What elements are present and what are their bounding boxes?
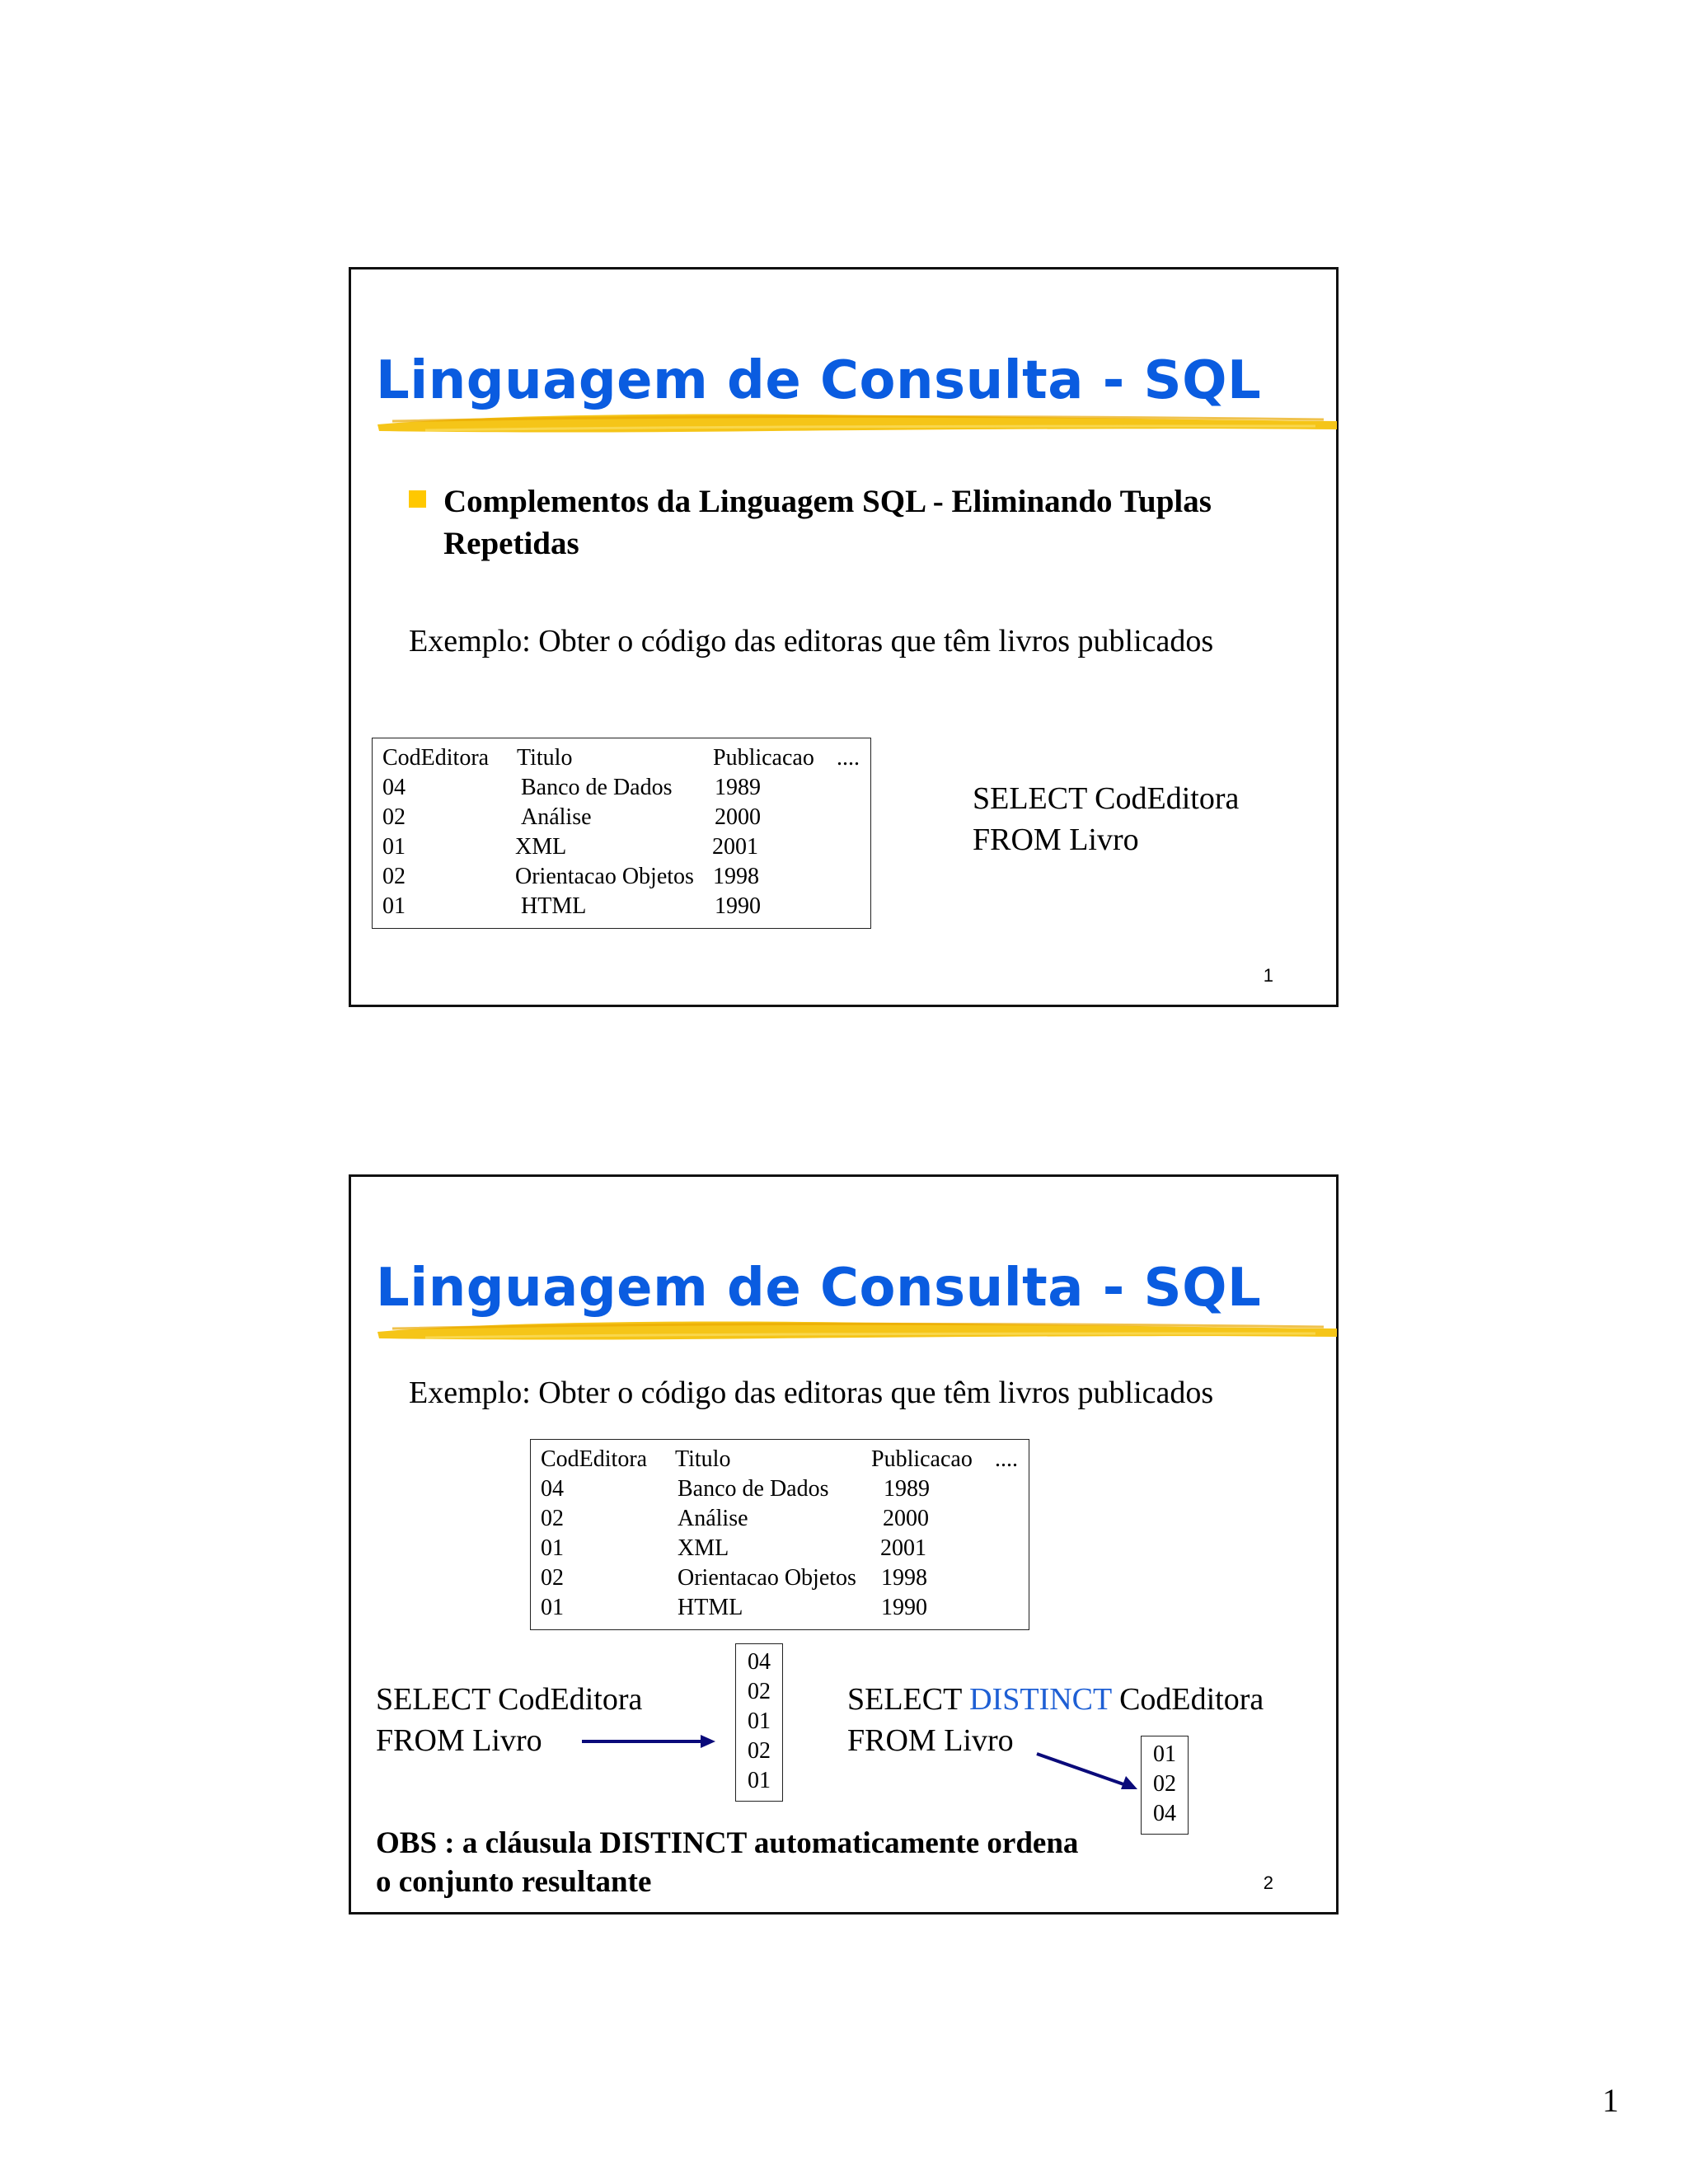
cell-titulo: Orientacao Objetos xyxy=(515,864,694,889)
obs-line: o conjunto resultante xyxy=(376,1865,652,1899)
result-value: 04 xyxy=(748,1649,771,1675)
table-header-row xyxy=(373,743,870,773)
slide-title: Linguagem de Consulta - SQL xyxy=(376,350,1262,411)
bullet-item xyxy=(409,480,1307,565)
obs-line: OBS : a cláusula DISTINCT automaticamente ordena xyxy=(376,1826,1079,1860)
cell-titulo: Banco de Dados xyxy=(678,1476,829,1502)
livro-table xyxy=(530,1439,1029,1630)
result-column-plain xyxy=(735,1643,783,1802)
cell-codeditora: 01 xyxy=(541,1535,564,1561)
slide-number: 1 xyxy=(1263,965,1273,986)
cell-codeditora: 04 xyxy=(382,775,406,800)
header-ellipsis: .... xyxy=(995,1446,1018,1472)
table-row xyxy=(373,803,870,832)
table-row xyxy=(531,1534,1029,1563)
header-titulo: Titulo xyxy=(675,1446,731,1472)
arrow-to-result-icon xyxy=(580,1729,720,1754)
table-row xyxy=(531,1563,1029,1593)
result-value: 02 xyxy=(748,1679,771,1704)
cell-titulo: XML xyxy=(678,1535,729,1561)
bullet-text: Complementos da Linguagem SQL - Eliminando Tuplas Repetidas xyxy=(443,484,1212,561)
cell-titulo: HTML xyxy=(678,1595,743,1620)
cell-codeditora: 02 xyxy=(382,864,406,889)
result-value: 01 xyxy=(748,1708,771,1734)
table-row xyxy=(373,862,870,892)
cell-titulo: HTML xyxy=(521,893,587,919)
cell-publicacao: 1990 xyxy=(715,893,761,919)
table-row xyxy=(373,773,870,803)
cell-titulo: Orientacao Objetos xyxy=(678,1565,856,1591)
cell-publicacao: 1998 xyxy=(881,1565,927,1591)
header-publicacao: Publicacao xyxy=(713,745,814,771)
table-header-row xyxy=(531,1445,1029,1474)
title-underline-brush xyxy=(376,408,1339,434)
cell-publicacao: 1998 xyxy=(713,864,759,889)
slide-2 xyxy=(349,1174,1339,1915)
cell-codeditora: 02 xyxy=(382,804,406,830)
header-codeditora: CodEditora xyxy=(382,745,490,771)
sql-select-line: SELECT CodEditora xyxy=(973,781,1240,816)
cell-publicacao: 2000 xyxy=(883,1506,929,1531)
cell-codeditora: 02 xyxy=(541,1565,564,1591)
cell-publicacao: 1989 xyxy=(884,1476,930,1502)
sql-column-name: CodEditora xyxy=(1119,1682,1264,1717)
header-publicacao: Publicacao xyxy=(871,1446,973,1472)
obs-note xyxy=(376,1824,1078,1901)
table-row xyxy=(531,1593,1029,1623)
cell-publicacao: 2001 xyxy=(880,1535,926,1561)
sql-from-line: FROM Livro xyxy=(847,1723,1014,1758)
sql-from-line: FROM Livro xyxy=(376,1723,542,1758)
sql-select-distinct-line xyxy=(847,1679,1264,1720)
result-value: 01 xyxy=(1153,1741,1176,1767)
slide-number: 2 xyxy=(1263,1872,1273,1893)
header-titulo: Titulo xyxy=(517,745,573,771)
result-value: 01 xyxy=(748,1768,771,1793)
cell-codeditora: 01 xyxy=(382,893,406,919)
cell-codeditora: 01 xyxy=(382,834,406,860)
sql-select-keyword: SELECT xyxy=(847,1682,962,1717)
result-column-distinct xyxy=(1141,1736,1189,1835)
cell-codeditora: 02 xyxy=(541,1506,564,1531)
header-ellipsis: .... xyxy=(837,745,860,771)
cell-titulo: Análise xyxy=(521,804,592,830)
cell-codeditora: 04 xyxy=(541,1476,564,1502)
sql-select-line: SELECT CodEditora xyxy=(376,1682,643,1717)
sql-from-line: FROM Livro xyxy=(973,823,1139,857)
table-row xyxy=(531,1474,1029,1504)
title-underline-brush xyxy=(376,1315,1339,1342)
cell-publicacao: 2000 xyxy=(715,804,761,830)
result-value: 04 xyxy=(1153,1801,1176,1826)
result-value: 02 xyxy=(1153,1771,1176,1797)
table-row xyxy=(373,832,870,862)
example-text: Exemplo: Obter o código das editoras que têm livros publicados xyxy=(409,1376,1214,1410)
cell-publicacao: 1989 xyxy=(715,775,761,800)
result-value: 02 xyxy=(748,1738,771,1764)
arrow-to-distinct-result-icon xyxy=(1034,1749,1149,1798)
slide-title: Linguagem de Consulta - SQL xyxy=(376,1258,1262,1319)
cell-titulo: XML xyxy=(515,834,567,860)
cell-titulo: Análise xyxy=(678,1506,748,1531)
livro-table xyxy=(372,738,871,929)
square-bullet-icon xyxy=(409,490,426,508)
table-row xyxy=(531,1504,1029,1534)
table-row xyxy=(373,892,870,921)
slide-1 xyxy=(349,267,1339,1007)
page-number: 1 xyxy=(1602,2082,1619,2119)
header-codeditora: CodEditora xyxy=(541,1446,648,1472)
sql-distinct-keyword: DISTINCT xyxy=(969,1682,1112,1717)
example-text: Exemplo: Obter o código das editoras que têm livros publicados xyxy=(409,624,1214,658)
cell-codeditora: 01 xyxy=(541,1595,564,1620)
cell-publicacao: 2001 xyxy=(712,834,758,860)
cell-titulo: Banco de Dados xyxy=(521,775,673,800)
cell-publicacao: 1990 xyxy=(881,1595,927,1620)
